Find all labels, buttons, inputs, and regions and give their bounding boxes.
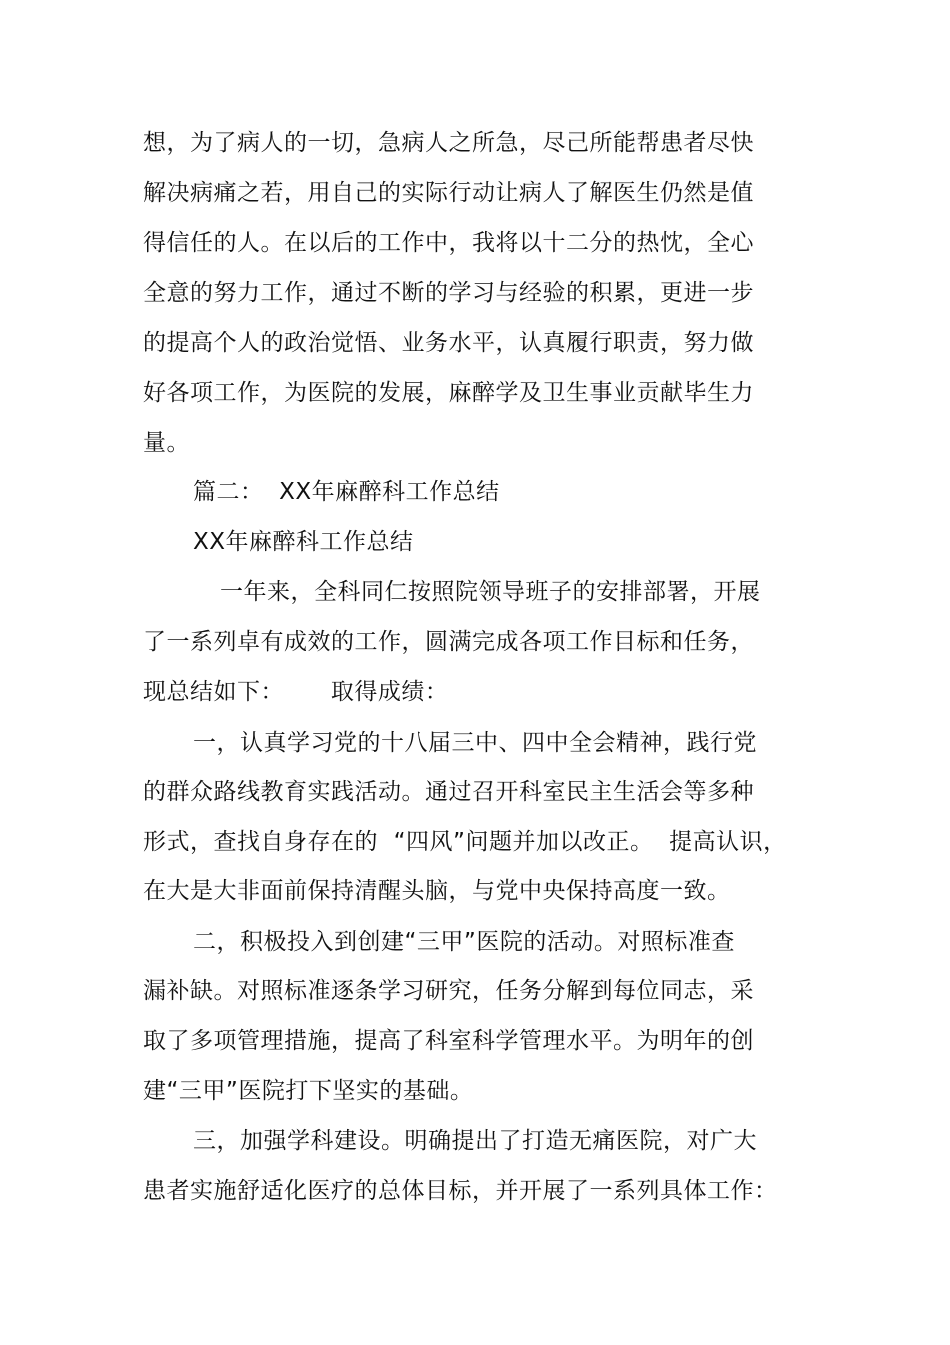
text-line: 二，积极投入到创建“三甲”医院的活动。对照标准查 — [193, 929, 735, 955]
text-line: 想，为了病人的一切，急病人之所急，尽己所能帮患者尽快 — [143, 130, 754, 156]
text-line: 三，加强学科建设。明确提出了打造无痛医院，对广大 — [193, 1128, 757, 1154]
text-line: 的提高个人的政治觉悟、业务水平，认真履行职责，努力做 — [143, 330, 754, 356]
text-line: 建“三甲”医院打下坚实的基础。 — [143, 1078, 474, 1104]
text-line: 了一系列卓有成效的工作，圆满完成各项工作目标和任务， — [143, 629, 754, 655]
text-line: 漏补缺。对照标准逐条学习研究，任务分解到每位同志，采 — [143, 978, 754, 1004]
text-line: 在大是大非面前保持清醒头脑，与党中央保持高度一致。 — [143, 878, 731, 904]
text-line: 量。 — [143, 430, 190, 456]
text-line: 解决病痛之若，用自己的实际行动让病人了解医生仍然是值 — [143, 180, 754, 206]
text-line: 现总结如下： 取得成绩： — [143, 679, 449, 705]
text-line: 一，认真学习党的十八届三中、四中全会精神，践行党 — [193, 730, 757, 756]
text-line: 形式，查找自身存在的 “四风”问题并加以改正。 提高认识， — [143, 829, 787, 855]
text-line: 一年来，全科同仁按照院领导班子的安排部署，开展 — [220, 579, 761, 605]
text-line: 全意的努力工作，通过不断的学习与经验的积累，更进一步 — [143, 280, 754, 306]
text-line: 的群众路线教育实践活动。通过召开科室民主生活会等多种 — [143, 779, 754, 805]
text-line: 患者实施舒适化医疗的总体目标，并开展了一系列具体工作： — [143, 1178, 778, 1204]
text-line: 取了多项管理措施，提高了科室科学管理水平。为明年的创 — [143, 1028, 754, 1054]
document-title: XX年麻醉科工作总结 — [193, 529, 414, 555]
text-line: 得信任的人。在以后的工作中，我将以十二分的热忱，全心 — [143, 230, 754, 256]
text-line: 好各项工作，为医院的发展，麻醉学及卫生事业贡献毕生力 — [143, 380, 754, 406]
section-heading: 篇二： XX年麻醉科工作总结 — [193, 479, 500, 505]
